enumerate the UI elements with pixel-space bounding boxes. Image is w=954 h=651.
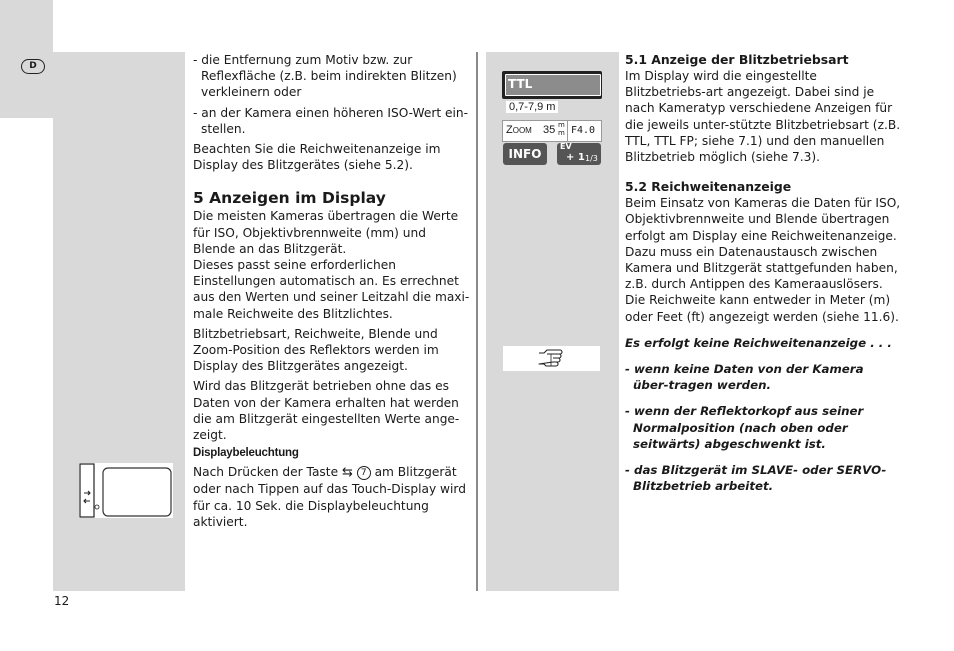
note-title: Es erfolgt keine Reichweitenanzeige . . .	[625, 335, 892, 350]
display-panel	[502, 71, 602, 167]
ev-badge	[557, 143, 601, 165]
pointing-hand-icon	[537, 347, 567, 373]
zoom-unit-bottom: m	[558, 129, 565, 137]
circled-number-icon: 7	[357, 466, 371, 480]
section-heading: 5.1 Anzeige der Blitzbetriebsart	[625, 52, 849, 67]
main-text-column	[193, 52, 471, 530]
range-readout: 0,7-7,9 m	[506, 101, 558, 113]
section-heading: 5 Anzeigen im Display	[193, 189, 386, 208]
ev-label: EV	[560, 142, 572, 151]
note-item: - wenn keine Daten von der Kamera über-tragen werden.	[625, 362, 864, 393]
note-marker	[503, 346, 600, 371]
zoom-label: Zoom	[506, 124, 532, 136]
paragraph: Im Display wird die eingestellte Blitzbetriebs-art angezeigt. Dabei sind je nach Kameratyp verschiedene Anzeigen für die jeweils unter-stützte Blitzbetriebsart (z.B. TTL, TTL FP; siehe 7.1) und den manuellen Blitzbetrieb möglich (siehe 7.3).	[625, 69, 901, 165]
paragraph: Wird das Blitzgerät betrieben ohne das es Daten von der Kamera erhalten hat werden die am Blitzgerät eingestellten Werte ange-zeigt.	[193, 379, 460, 443]
note-item: - das Blitzgerät im SLAVE- oder SERVO-Blitzbetrieb arbeitet.	[625, 463, 887, 494]
range-note: Beachten Sie die Reichweitenanzeige im Display des Blitzgerätes (siehe 5.2).	[193, 142, 441, 173]
zoom-row	[502, 120, 602, 142]
note-item: - wenn der Reflektorkopf aus seiner Normalposition (nach oben oder seitwärts) abgeschwenkt ist.	[625, 404, 864, 451]
paragraph: Beim Einsatz von Kameras die Daten für ISO, Objektivbrennweite und Blende übertragen erfolgt am Display eine Reichweitenanzeige. Dazu muss ein Datenaustausch zwischen Kamera und Blitzgerät stattgefunden haben, z.B. durch Antippen des Kameraauslösers. Die Reichweite kann entweder in Meter (m) oder Feet (ft) angezeigt werden (siehe 11.6).	[625, 196, 901, 324]
bullet-item: - die Entfernung zum Motiv bzw. zur Reflexfläche (z.B. beim indirekten Blitzen) verkleinern oder	[193, 53, 457, 100]
bullet-item: - an der Kamera einen höheren ISO-Wert ein-stellen.	[193, 105, 469, 136]
section-heading: 5.2 Reichweitenanzeige	[625, 179, 792, 195]
swap-arrows-icon: ⇆	[341, 465, 353, 481]
ev-value: + 1	[566, 152, 585, 163]
info-button: INFO	[503, 143, 547, 165]
mode-indicator	[502, 71, 602, 99]
aperture-value: F4.0	[571, 125, 596, 136]
mode-label: TTL	[508, 77, 533, 91]
paragraph: Nach Drücken der Taste ⇆ 7 am Blitzgerät oder nach Tippen auf das Touch-Display wird für ca. 10 Sek. die Displaybeleuchtung aktiviert.	[193, 465, 466, 529]
zoom-value: 35	[543, 124, 556, 136]
subheading: Displaybeleuchtung	[193, 447, 299, 460]
paragraph: Die meisten Kameras übertragen die Werte für ISO, Objektivbrennweite (mm) und Blende an das Blitzgerät.	[193, 209, 459, 256]
right-text-column	[625, 52, 901, 494]
language-badge	[21, 59, 45, 74]
ev-fraction: 1/3	[585, 154, 598, 163]
paragraph: Blitzbetriebsart, Reichweite, Blende und Zoom-Position des Reflektors werden im Display des Blitzgerätes angezeigt.	[193, 326, 439, 374]
flash-unit-illustration	[79, 463, 173, 518]
zoom-unit-top: m	[558, 121, 565, 129]
paragraph: Dieses passt seine erforderlichen Einstellungen automatisch an. Es errechnet aus den Werten und seiner Leitzahl die maxi-male Reichweite des Blitzlichtes.	[193, 258, 470, 321]
page-number: 12	[54, 594, 70, 608]
language-letter: D	[29, 61, 37, 71]
column-divider	[476, 52, 478, 591]
